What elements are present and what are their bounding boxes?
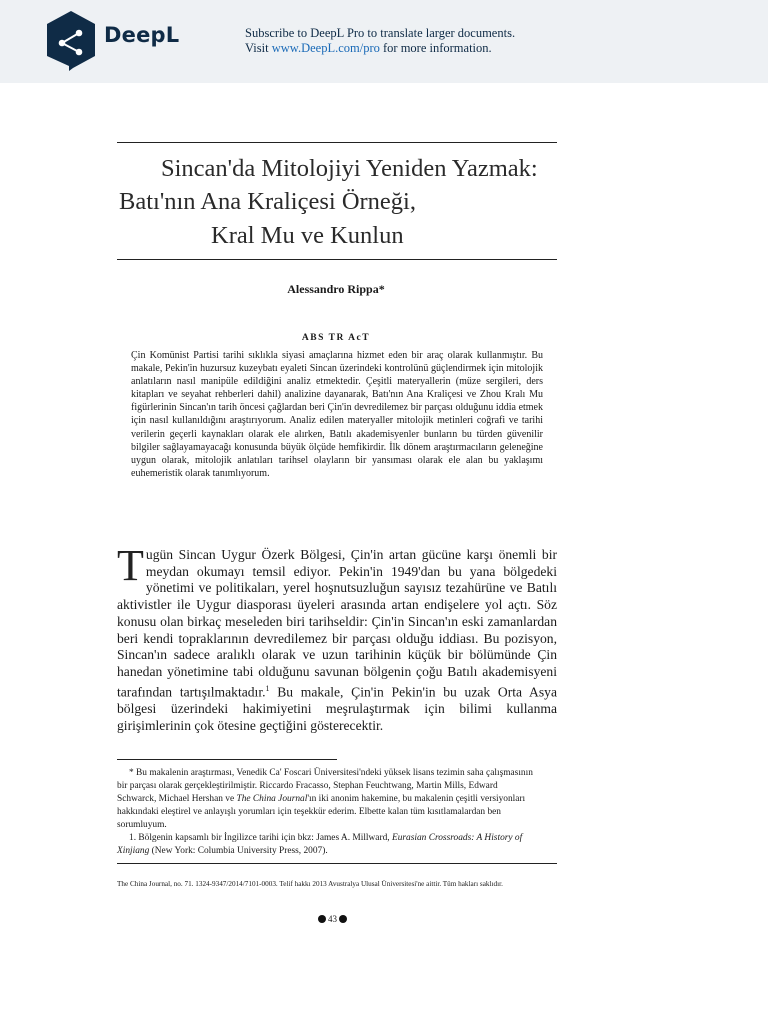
footnote-1 [117,832,537,858]
page-dot-left-icon [318,915,326,923]
title-line-2: Batı'nın Ana Kraliçesi Örneği, [119,188,416,215]
author-name: Alessandro Rippa* [287,282,385,296]
page-number [318,914,347,924]
promo-visit-text: Visit [245,41,269,55]
body-paragraph [117,541,557,734]
title-bottom-rule [117,259,557,260]
deepl-logo-icon[interactable] [45,10,97,72]
footnote-separator [117,759,337,760]
footnote-star-journal: The China Journal [236,794,308,804]
page-number-text: 43 [328,914,337,924]
promo-line-1: Subscribe to DeepL Pro to translate larger documents. [245,26,516,40]
footnotes [117,767,537,858]
title-line-1: Sincan'da Mitolojiyi Yeniden Yazmak: [161,155,538,182]
footnote-1-text-a: 1. Bölgenin kapsamlı bir İngilizce tarihi için bkz: James A. Millward, [129,833,392,843]
promo-tail-text: for more information. [383,41,492,55]
body-text-part-1: ugün Sincan Uygur Özerk Bölgesi, Çin'in artan gücüne karşı önemli bir meydan okumayı temsil ediyor. Pekin'in 1949'dan bu yana bölgedeki yönetimi ve politikaları, yerel hoşnutsuzluğun sayısız tezahürüne ve Batılı aktivistler ile Uygur diasporası üyeleri arasında artan endişelere yol açtı. Söz konusu olan birkaç meseleden biri tarihseldir: Çin'in Sincan'ın eski zamanlardan beri kendi topraklarının devredilemez bir parçası olduğu iddiası. Bu pozisyon, Sincan'ın sadece aralıklı olarak ve uzun tarihinin küçük bir bölümünde Çin hanedan yönetimine tabi olduğunu savunan bölgenin çoğu Batılı akademisyeni tarafından tartışılmaktadır. [117,547,557,700]
footnote-star-text-b: 'ın iki anonim hakemine, bu makalenin çeşitli versiyonları hakkındaki eleştirel ve anlayışlı yorumları için teşekkür ederim. Elbette kalan tüm kısıtlamalardan ben sorumluyum. [117,794,526,830]
body-text-part-2: Bu makale, Çin'in Pekin'in bu uzak Orta Asya bölgesi üzerindeki hakimiyetini meşrulaştırmak için bilimi kullanma girişimlerinin çok ötesine geçtiğini gösterecektir. [117,684,557,733]
page-dot-right-icon [339,915,347,923]
footnote-ref[interactable]: 1 [265,683,270,693]
deepl-logo-text[interactable]: DeepL [104,23,180,47]
deepl-pro-link[interactable]: www.DeepL.com/pro [271,41,380,55]
footer-rule [117,863,557,864]
footnote-star-text-a: * Bu makalenin araştırması, Venedik Ca' Foscari Üniversitesi'ndeki yüksek lisans tezimin saha çalışmasının bir parçası olarak gerçekleştirilmiştir. Riccardo Fracasso, Stephan Feuchtwang, Martin Mills, Edward Schwarck, Michael Hershan ve [117,768,533,804]
title-top-rule [117,142,557,143]
deepl-banner [0,0,768,83]
abstract-heading: ABS TR AcT [301,333,371,343]
drop-cap: T [117,541,144,590]
promo-message [245,26,515,56]
footnote-1-book-title: Eurasian Crossroads: A History of Xinjiang [117,833,523,856]
footnote-star [117,767,537,832]
promo-line-2 [245,41,515,56]
title-line-3: Kral Mu ve Kunlun [211,222,404,249]
abstract-text: Çin Komünist Partisi tarihi sıklıkla siyasi amaçlarına hizmet eden bir araç olarak kullanmıştır. Bu makale, Pekin'in huzursuz kuzeybatı eyaleti Sincan üzerindeki kontrolünü güçlendirmek için mitolojik anlatıların nasıl manipüle edildiğini analiz etmektedir. Çeşitli materyallerin (müze sergileri, ders kitapları ve seyahat rehberleri dahil) analizine dayanarak, Batı'nın Ana Kraliçesi ve Zhou Kralı Mu figürlerinin Sincan'ın tarih öncesi çağlardan beri Çin'in devredilemez bir parçası olduğunu iddia etmek için nasıl kullanıldığını araştırıyorum. Analiz edilen materyaller mitolojik metinleri coğrafi ve tarihi verilerin geçerli kaynakları olarak ele alırken, Batılı akademisyenler bunların bu türden güvenilir bilgiler sağlayamayacağı konusunda büyük ölçüde hemfikirdir. İlk dönem araştırmacıların geleneğine uygun olarak, mitolojik anlatıları tarihsel olayların bir yansıması olarak ele alan bu yaklaşımı euhemeristik olarak tanımlıyorum. [131,350,543,479]
journal-citation: The China Journal, no. 71. 1324-9347/2014/7101-0003. Telif hakkı 2013 Avustralya Ulusal Üniversitesi'ne aittir. Tüm hakları saklıdır. [117,880,503,888]
footnote-1-text-b: (New York: Columbia University Press, 2007). [149,846,328,856]
